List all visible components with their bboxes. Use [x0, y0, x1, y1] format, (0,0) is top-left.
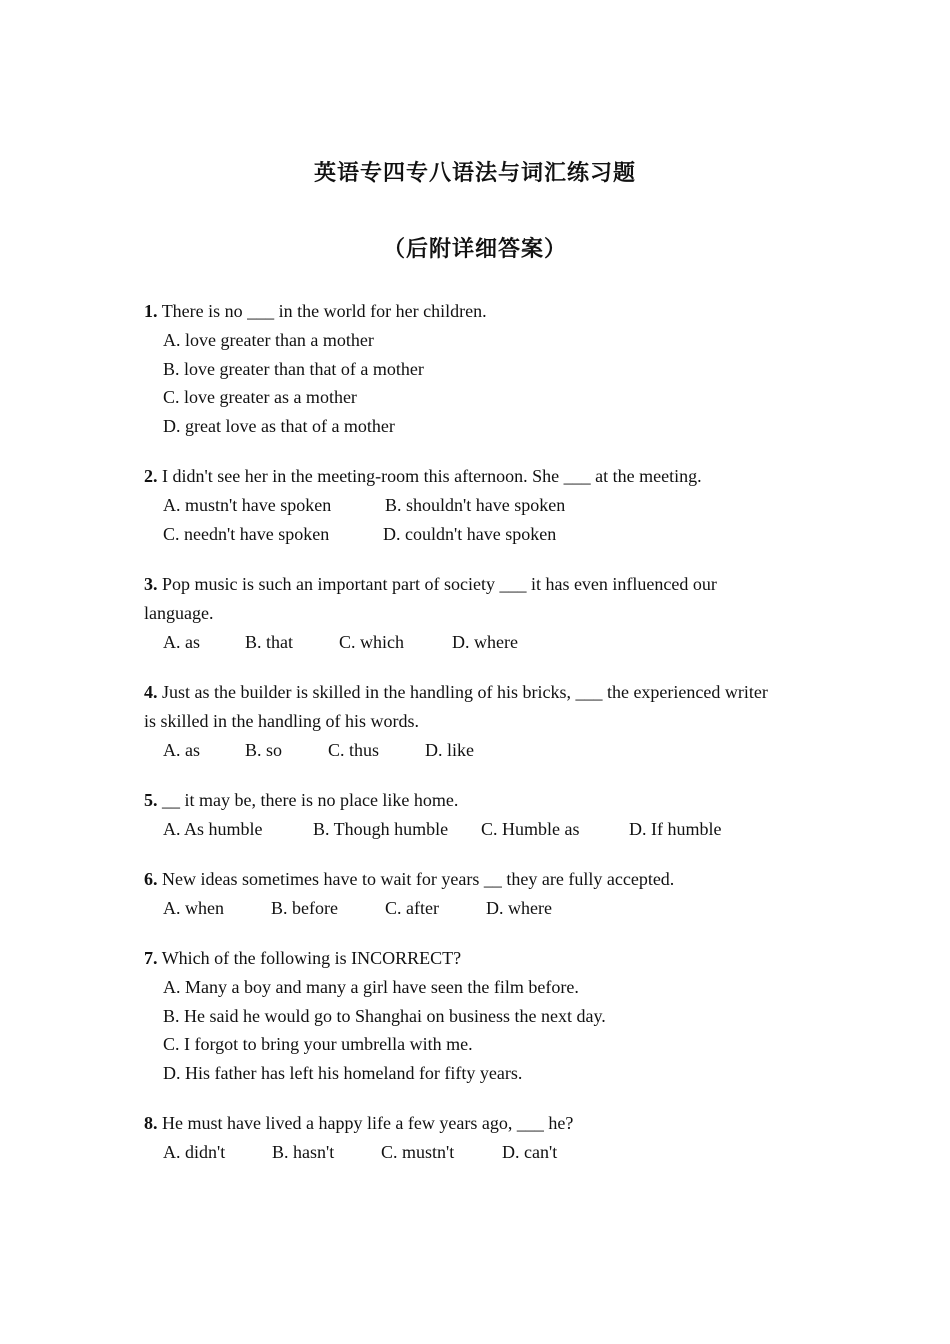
- question-1: [144, 297, 784, 441]
- option-b: B. before: [271, 897, 338, 918]
- question-number: 8.: [144, 1113, 158, 1133]
- option-d: D. where: [486, 897, 552, 918]
- question-stem: [144, 570, 784, 628]
- question-text: He must have lived a happy life a few years ago, ___ he?: [162, 1113, 574, 1133]
- question-text: New ideas sometimes have to wait for years __ they are fully accepted.: [162, 869, 675, 889]
- option-d: D. like: [425, 739, 474, 760]
- question-stem: [144, 786, 784, 815]
- option-c: C. which: [339, 631, 404, 652]
- question-text: Pop music is such an important part of society ___ it has even influenced our language.: [144, 574, 717, 623]
- option-b: B. so: [245, 739, 283, 760]
- option-row: [144, 491, 784, 520]
- question-text: Which of the following is INCORRECT?: [161, 948, 462, 968]
- option-row: [144, 1138, 784, 1167]
- option-c: C. Humble as: [481, 818, 580, 839]
- question-number: 3.: [144, 574, 158, 594]
- question-4: [144, 678, 784, 764]
- option-c: C. love greater as a mother: [163, 387, 357, 408]
- option-row: [144, 894, 784, 923]
- option-d: D. couldn't have spoken: [383, 523, 557, 544]
- question-stem: [144, 678, 784, 736]
- question-number: 4.: [144, 682, 158, 702]
- document-subtitle: （后附详细答案）: [382, 237, 567, 262]
- question-7: [144, 944, 784, 1088]
- option-c: C. after: [385, 897, 439, 918]
- question-3: [144, 570, 784, 656]
- question-stem: [144, 462, 784, 491]
- option-row: [144, 815, 784, 844]
- option-a: A. didn't: [163, 1141, 226, 1162]
- question-number: 6.: [144, 869, 158, 889]
- option-a: A. as: [163, 631, 200, 652]
- question-number: 1.: [144, 301, 158, 321]
- option-d: D. great love as that of a mother: [163, 416, 395, 437]
- question-8: [144, 1109, 784, 1167]
- option-a: A. when: [163, 897, 224, 918]
- option-a: A. mustn't have spoken: [163, 494, 332, 515]
- option-a: A. love greater than a mother: [163, 329, 374, 350]
- question-text: __ it may be, there is no place like home.: [162, 790, 459, 810]
- option-a: A. Many a boy and many a girl have seen the film before.: [163, 976, 579, 997]
- option-row: [144, 736, 784, 765]
- question-text: There is no ___ in the world for her children.: [161, 301, 487, 321]
- option-d: D. can't: [502, 1141, 558, 1162]
- option-c: C. thus: [328, 739, 380, 760]
- question-stem: [144, 297, 784, 326]
- question-number: 5.: [144, 790, 158, 810]
- option-row: [144, 520, 784, 549]
- document-title: 英语专四专八语法与词汇练习题: [313, 161, 636, 186]
- question-text: Just as the builder is skilled in the handling of his bricks, ___ the experienced writer is skilled in the handling of his words.: [144, 682, 768, 731]
- option-c: C. I forgot to bring your umbrella with me.: [163, 1034, 473, 1055]
- option-b: B. that: [245, 631, 293, 652]
- question-stem: [144, 1109, 784, 1138]
- option-c: C. mustn't: [381, 1141, 455, 1162]
- question-stem: [144, 944, 784, 973]
- question-number: 7.: [144, 948, 158, 968]
- question-number: 2.: [144, 466, 158, 486]
- option-b: B. shouldn't have spoken: [385, 494, 566, 515]
- option-c: C. needn't have spoken: [163, 523, 330, 544]
- question-stem: [144, 865, 784, 894]
- option-a: A. As humble: [163, 818, 263, 839]
- option-a: A. as: [163, 739, 200, 760]
- option-b: B. love greater than that of a mother: [163, 358, 424, 379]
- question-text: I didn't see her in the meeting-room this afternoon. She ___ at the meeting.: [162, 466, 702, 486]
- option-row: [144, 628, 784, 657]
- question-2: [144, 462, 784, 548]
- option-d: D. where: [452, 631, 518, 652]
- option-b: B. He said he would go to Shanghai on business the next day.: [163, 1005, 606, 1026]
- option-d: D. If humble: [629, 818, 722, 839]
- option-b: B. Though humble: [313, 818, 449, 839]
- option-b: B. hasn't: [272, 1141, 335, 1162]
- option-d: D. His father has left his homeland for fifty years.: [163, 1063, 523, 1084]
- question-5: [144, 786, 784, 844]
- question-6: [144, 865, 784, 923]
